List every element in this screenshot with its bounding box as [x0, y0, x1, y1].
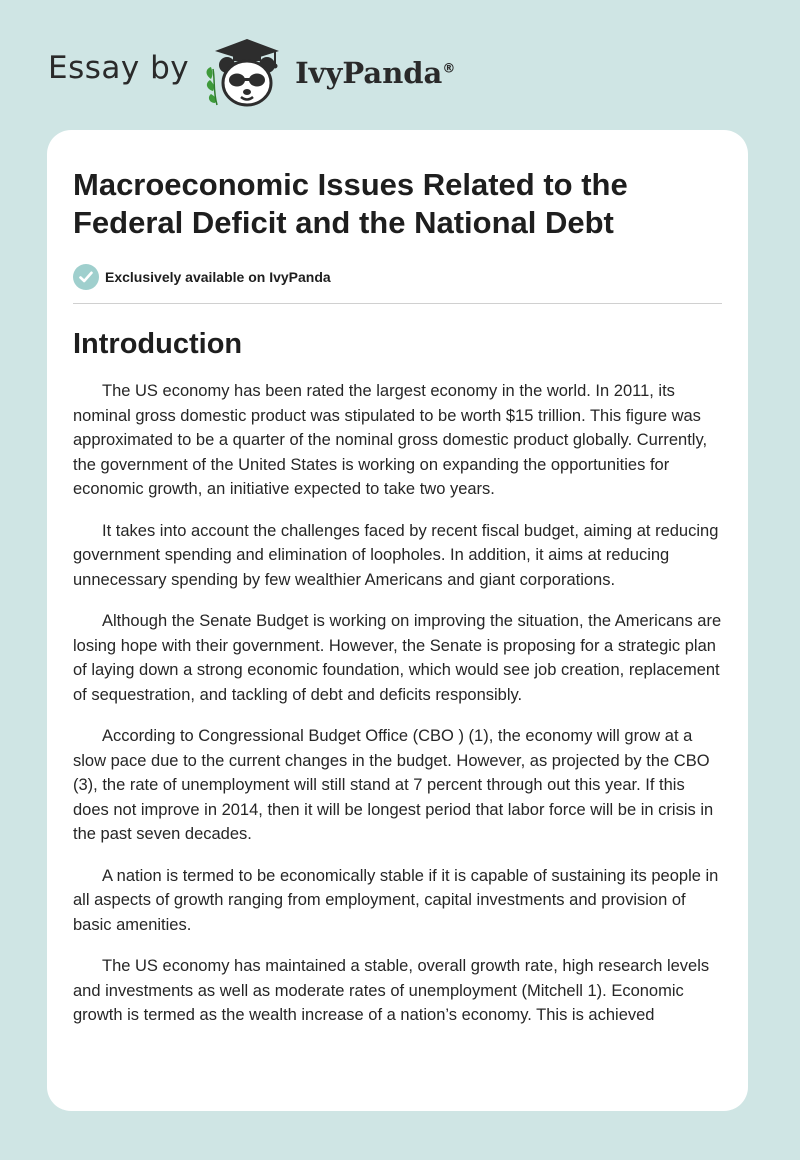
- divider: [73, 303, 722, 304]
- paragraph: The US economy has maintained a stable, overall growth rate, high research levels and investments as well as moderate rates of unemployment (Mitchell 1). Economic growth is termed as the wealth increase of a nation’s economy. This is achieved: [73, 957, 710, 1024]
- brand-name[interactable]: [295, 56, 455, 90]
- essay-by-label: Essay by: [48, 50, 190, 86]
- checkmark-icon: [73, 264, 99, 290]
- exclusive-badge: [73, 264, 722, 290]
- article-title: Macroeconomic Issues Related to the Federal Deficit and the National Debt: [73, 167, 628, 240]
- exclusive-label: Exclusively available on IvyPanda: [105, 269, 331, 285]
- registered-mark: ®: [442, 61, 456, 77]
- article-card: [47, 130, 748, 1111]
- section-heading: Introduction: [73, 328, 243, 360]
- brand-label: IvyPanda: [295, 56, 443, 90]
- panda-graduate-icon[interactable]: [201, 35, 293, 109]
- paragraph: The US economy has been rated the largest economy in the world. In 2011, its nominal gross domestic product was stipulated to be worth $15 trillion. This figure was approximated to be a quarter of the nominal gross domestic product globally. Currently, the government of the United States is working on expanding the opportunities for economic growth, an initiative expected to take two years.: [73, 382, 708, 498]
- site-header: [48, 36, 455, 108]
- paragraph: According to Congressional Budget Office (CBO ) (1), the economy will grow at a slow pace due to the current changes in the budget. However, as projected by the CBO (3), the rate of unemployment will still stand at 7 percent through out this year. If this does not improve in 2014, then it will be longest period that labor force will be in crisis in the past seven decades.: [73, 727, 714, 843]
- paragraph: A nation is termed to be economically stable if it is capable of sustaining its people in all aspects of growth ranging from employment, capital investments and provision of basic amenities.: [73, 866, 719, 934]
- paragraph: Although the Senate Budget is working on improving the situation, the Americans are losing hope with their government. However, the Senate is proposing for a strategic plan of laying down a strong economic foundation, which would see job creation, replacement of sequestration, and tackling of debt and deficits responsibly.: [73, 612, 722, 704]
- paragraph: It takes into account the challenges faced by recent fiscal budget, aiming at reducing government spending and elimination of loopholes. In addition, it aims at reducing unnecessary spending by few wealthier Americans and giant corporations.: [73, 521, 719, 589]
